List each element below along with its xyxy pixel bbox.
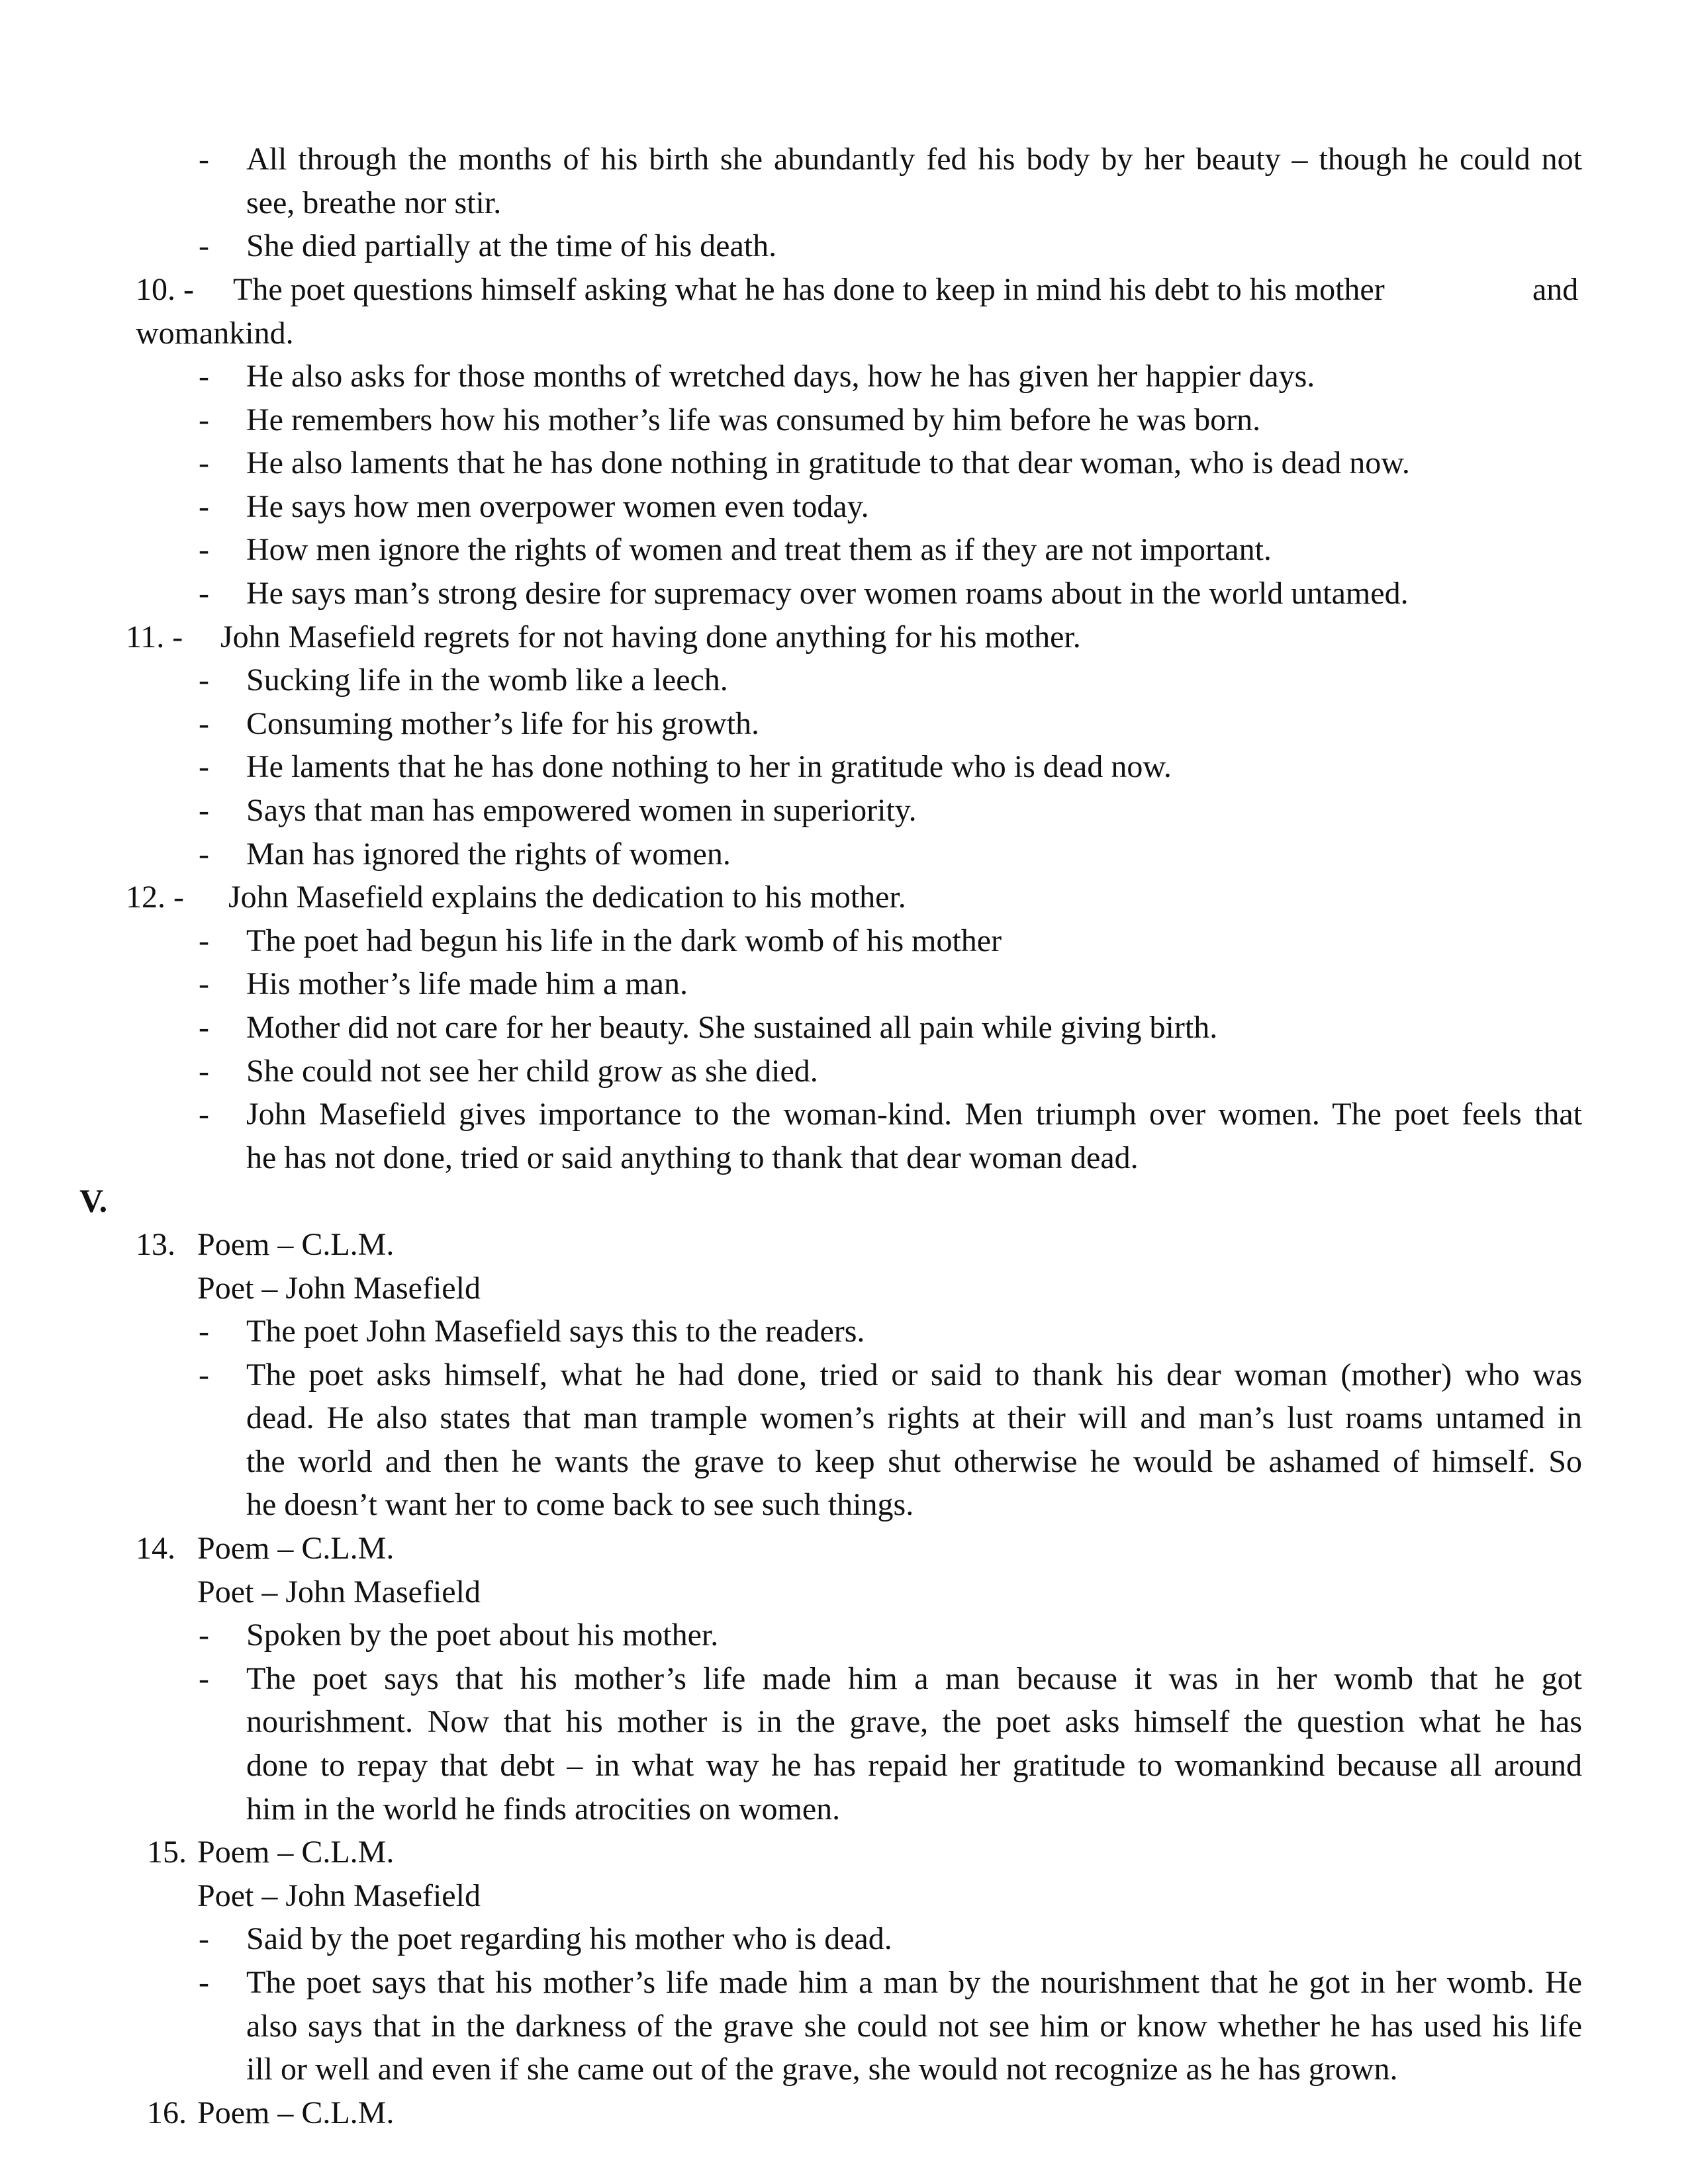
bullet-text: He remembers how his mother’s life was consumed by him before he was born. bbox=[246, 402, 1261, 437]
question-12-text: John Masefield explains the dedication to his mother. bbox=[228, 880, 906, 915]
bullet-dash: - bbox=[199, 1054, 209, 1089]
question-11-text: John Masefield regrets for not having done anything for his mother. bbox=[220, 619, 1081, 655]
bullet-text: Says that man has empowered women in superiority. bbox=[246, 793, 917, 828]
question-number-15: 15. bbox=[147, 1835, 187, 1870]
bullet-text: Consuming mother’s life for his growth. bbox=[246, 706, 760, 741]
bullet-text: He also laments that he has done nothing in gratitude to that dear woman, who is dead now. bbox=[246, 445, 1410, 480]
question-10-text-continued: womankind. bbox=[136, 316, 294, 351]
question-number-12: 12. - bbox=[126, 880, 184, 915]
bullet-text: She died partially at the time of his death. bbox=[246, 228, 777, 263]
bullet-text: The poet asks himself, what he had done, tried or said to thank his dear woman (mother) who was bbox=[246, 1357, 1582, 1392]
bullet-dash: - bbox=[199, 359, 209, 394]
bullet-text: Said by the poet regarding his mother who is dead. bbox=[246, 1921, 892, 1956]
bullet-text: Mother did not care for her beauty. She sustained all pain while giving birth. bbox=[246, 1010, 1218, 1045]
bullet-text: John Masefield gives importance to the woman-kind. Men triumph over women. The poet feels that bbox=[246, 1097, 1582, 1132]
bullet-dash: - bbox=[199, 837, 209, 872]
question-10-text-end: and bbox=[1532, 272, 1579, 307]
bullet-dash: - bbox=[199, 402, 209, 437]
bullet-text-continued: done to repay that debt – in what way he has repaid her gratitude to womankind because all around bbox=[246, 1748, 1582, 1783]
bullet-dash: - bbox=[199, 1357, 209, 1392]
bullet-text: How men ignore the rights of women and treat them as if they are not important. bbox=[246, 532, 1272, 567]
bullet-text: He says how men overpower women even today. bbox=[246, 489, 869, 524]
bullet-text: Sucking life in the womb like a leech. bbox=[246, 662, 728, 698]
bullet-dash: - bbox=[199, 576, 209, 611]
question-number-11: 11. - bbox=[126, 619, 183, 655]
poet-name: Poet – John Masefield bbox=[197, 1271, 481, 1306]
bullet-text-continued: nourishment. Now that his mother is in the grave, the poet asks himself the question what he has bbox=[246, 1704, 1582, 1739]
bullet-text: He laments that he has done nothing to her in gratitude who is dead now. bbox=[246, 749, 1172, 784]
section-heading: V. bbox=[79, 1182, 108, 1219]
bullet-dash: - bbox=[199, 1097, 209, 1132]
bullet-dash: - bbox=[199, 923, 209, 958]
bullet-dash: - bbox=[199, 1010, 209, 1045]
bullet-text-continued: ill or well and even if she came out of the grave, she would not recognize as he has grown. bbox=[246, 2052, 1398, 2087]
bullet-text: He also asks for those months of wretched days, how he has given her happier days. bbox=[246, 359, 1315, 394]
bullet-text-continued: see, breathe nor stir. bbox=[246, 185, 502, 220]
bullet-text: Man has ignored the rights of women. bbox=[246, 837, 731, 872]
question-number-16: 16. bbox=[147, 2095, 187, 2130]
poem-title: Poem – C.L.M. bbox=[197, 1227, 395, 1262]
bullet-dash: - bbox=[199, 228, 209, 263]
bullet-text-continued: the world and then he wants the grave to keep shut otherwise he would be ashamed of himself. So bbox=[246, 1444, 1582, 1479]
question-number-10: 10. - bbox=[136, 272, 194, 307]
poem-title: Poem – C.L.M. bbox=[197, 1835, 395, 1870]
bullet-dash: - bbox=[199, 489, 209, 524]
poet-name: Poet – John Masefield bbox=[197, 1574, 481, 1610]
bullet-dash: - bbox=[199, 532, 209, 567]
bullet-text-continued: him in the world he finds atrocities on women. bbox=[246, 1792, 841, 1827]
bullet-text: The poet says that his mother’s life made him a man because it was in her womb that he got bbox=[246, 1661, 1582, 1696]
bullet-text-continued: he has not done, tried or said anything to thank that dear woman dead. bbox=[246, 1140, 1139, 1175]
bullet-text: The poet John Masefield says this to the readers. bbox=[246, 1314, 865, 1349]
bullet-text: The poet had begun his life in the dark womb of his mother bbox=[246, 923, 1002, 958]
bullet-text: His mother’s life made him a man. bbox=[246, 966, 688, 1001]
bullet-text: The poet says that his mother’s life made him a man by the nourishment that he got in her womb. He bbox=[246, 1965, 1582, 2000]
bullet-dash: - bbox=[199, 445, 209, 480]
bullet-dash: - bbox=[199, 1314, 209, 1349]
bullet-dash: - bbox=[199, 1921, 209, 1956]
bullet-dash: - bbox=[199, 793, 209, 828]
question-10-text: The poet questions himself asking what he has done to keep in mind his debt to his mother bbox=[233, 272, 1385, 307]
bullet-text: All through the months of his birth she abundantly fed his body by her beauty – though he could not bbox=[246, 142, 1582, 177]
bullet-text-continued: he doesn’t want her to come back to see such things. bbox=[246, 1487, 914, 1522]
bullet-dash: - bbox=[199, 1661, 209, 1696]
bullet-dash: - bbox=[199, 142, 209, 177]
bullet-text: She could not see her child grow as she died. bbox=[246, 1054, 818, 1089]
bullet-text-continued: dead. He also states that man trample women’s rights at their will and man’s lust roams untamed in bbox=[246, 1400, 1582, 1435]
bullet-dash: - bbox=[199, 749, 209, 784]
question-number-14: 14. bbox=[136, 1531, 175, 1566]
bullet-text: He says man’s strong desire for supremacy over women roams about in the world untamed. bbox=[246, 576, 1409, 611]
bullet-dash: - bbox=[199, 1965, 209, 2000]
question-number-13: 13. bbox=[136, 1227, 175, 1262]
bullet-text-continued: also says that in the darkness of the grave she could not see him or know whether he has used his life bbox=[246, 2009, 1582, 2044]
bullet-dash: - bbox=[199, 706, 209, 741]
bullet-dash: - bbox=[199, 662, 209, 698]
poem-title: Poem – C.L.M. bbox=[197, 2095, 395, 2130]
bullet-text: Spoken by the poet about his mother. bbox=[246, 1617, 719, 1653]
bullet-dash: - bbox=[199, 1617, 209, 1653]
poet-name: Poet – John Masefield bbox=[197, 1878, 481, 1913]
poem-title: Poem – C.L.M. bbox=[197, 1531, 395, 1566]
bullet-dash: - bbox=[199, 966, 209, 1001]
